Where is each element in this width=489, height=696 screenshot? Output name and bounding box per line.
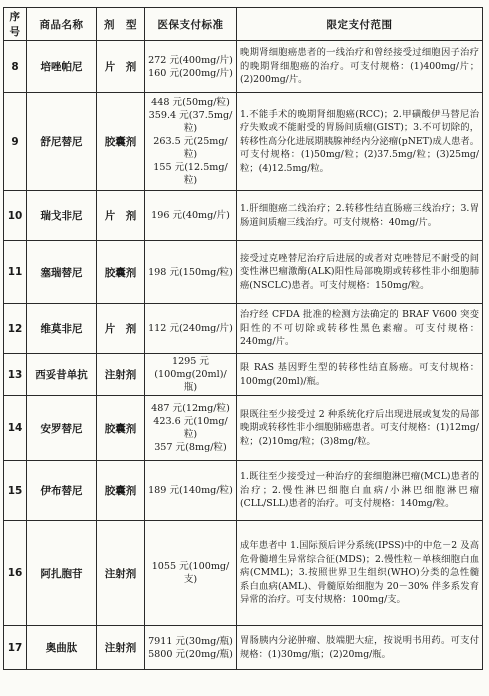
payment-standard (145, 93, 237, 191)
price-line: 487 元(12mg/粒) (151, 403, 230, 414)
row-number: 9 (4, 93, 27, 191)
table-row (4, 93, 483, 191)
payment-standard (145, 241, 237, 304)
price-line: 263.5 元(25mg/粒) (153, 136, 228, 160)
payment-scope: 成年患者中 1.国际预后评分系统(IPSS)中的中危－2 及高危骨髓增生异常综合征(MDS)；2.慢性粒－单核细胞白血病(CMML)；3.按照世界卫生组织(WHO)分类的急性髓系白血病(AML)、骨髓原始细胞为 20－30% 伴多系发育异常的治疗。可支付规格：100mg/支。 (237, 521, 483, 626)
dosage-form: 注射剂 (97, 626, 145, 670)
table-row (4, 354, 483, 396)
price-line: 448 元(50mg/粒) (151, 97, 230, 108)
price-line: 272 元(400mg/片) (148, 54, 233, 66)
price-line: 112 元(240mg/片) (148, 323, 233, 334)
dosage-form: 注射剂 (97, 354, 145, 396)
drug-name: 培唑帕尼 (27, 41, 97, 93)
row-number: 14 (4, 396, 27, 461)
table-row (4, 241, 483, 304)
dosage-form: 胶囊剂 (97, 93, 145, 191)
drug-name: 安罗替尼 (27, 396, 97, 461)
payment-standard (145, 521, 237, 626)
payment-scope: 接受过克唑替尼治疗后进展的或者对克唑替尼不耐受的间变性淋巴瘤激酶(ALK)阳性局部晚期或转移性非小细胞肺癌(NSCLC)患者。可支付规格：150mg/粒。 (237, 241, 483, 304)
drug-name: 伊布替尼 (27, 461, 97, 521)
dosage-form: 片 剂 (97, 304, 145, 354)
header-price: 医保支付标准 (145, 8, 237, 41)
price-line: 160 元(200mg/片) (148, 67, 233, 79)
price-line: 423.6 元(10mg/粒) (153, 416, 228, 440)
payment-standard (145, 626, 237, 670)
row-number: 8 (4, 41, 27, 93)
payment-scope: 1.既往至少接受过一种治疗的套细胞淋巴瘤(MCL)患者的治疗；2.慢性淋巴细胞白血病/小淋巴细胞淋巴瘤(CLL/SLL)患者的治疗。可支付规格：140mg/粒。 (237, 461, 483, 521)
drug-name: 阿扎胞苷 (27, 521, 97, 626)
price-line: 357 元(8mg/粒) (154, 442, 227, 453)
drug-name: 舒尼替尼 (27, 93, 97, 191)
row-number: 13 (4, 354, 27, 396)
row-number: 11 (4, 241, 27, 304)
row-number: 10 (4, 191, 27, 241)
price-line: 1055 元(100mg/支) (151, 561, 230, 585)
row-number: 17 (4, 626, 27, 670)
table-row (4, 41, 483, 93)
dosage-form: 胶囊剂 (97, 241, 145, 304)
payment-standard (145, 396, 237, 461)
table-row (4, 461, 483, 521)
price-line: 359.4 元(37.5mg/粒) (148, 110, 233, 134)
dosage-form: 胶囊剂 (97, 396, 145, 461)
dosage-form: 注射剂 (97, 521, 145, 626)
payment-standard (145, 354, 237, 396)
price-line: (100mg(20ml)/瓶) (154, 369, 227, 393)
payment-standard (145, 304, 237, 354)
header-range: 限定支付范围 (237, 8, 483, 41)
header-form: 剂 型 (97, 8, 145, 41)
payment-scope: 治疗经 CFDA 批准的检测方法确定的 BRAF V600 突变阳性的不可切除或转移性黑色素瘤。可支付规格：240mg/片。 (237, 304, 483, 354)
row-number: 16 (4, 521, 27, 626)
price-line: 5800 元(20mg/瓶) (148, 648, 233, 660)
payment-scope: 1.不能手术的晚期肾细胞癌(RCC)；2.甲磺酸伊马替尼治疗失败或不能耐受的胃肠间质瘤(GIST)；3.不可切除的，转移性高分化进展期胰腺神经内分泌瘤(pNET)成人患者。可支付规格：(1)50mg/粒；(2)37.5mg/粒；(3)25mg/粒；(4)12.5mg/粒。 (237, 93, 483, 191)
dosage-form: 片 剂 (97, 191, 145, 241)
price-line: 189 元(140mg/粒) (148, 485, 233, 496)
drug-name: 塞瑞替尼 (27, 241, 97, 304)
dosage-form: 片 剂 (97, 41, 145, 93)
table-body (4, 41, 483, 670)
price-line: 198 元(150mg/粒) (148, 266, 233, 278)
payment-scope: 限既往至少接受过 2 种系统化疗后出现进展或复发的局部晚期或转移性非小细胞肺癌患者。可支付规格：(1)12mg/粒；(2)10mg/粒；(3)8mg/粒。 (237, 396, 483, 461)
row-number: 15 (4, 461, 27, 521)
drug-reimbursement-table (3, 7, 483, 670)
header-name: 商品名称 (27, 8, 97, 41)
drug-name: 奥曲肽 (27, 626, 97, 670)
table-row (4, 521, 483, 626)
price-line: 155 元(12.5mg/粒) (153, 162, 228, 186)
drug-name: 瑞戈非尼 (27, 191, 97, 241)
price-line: 196 元(40mg/片) (151, 210, 230, 221)
payment-scope: 1.肝细胞癌二线治疗；2.转移性结直肠癌三线治疗；3.胃肠道间质瘤三线治疗。可支付规格：40mg/片。 (237, 191, 483, 241)
payment-scope: 晚期肾细胞癌患者的一线治疗和曾经接受过细胞因子治疗的晚期肾细胞癌的治疗。可支付规格：(1)400mg/片；(2)200mg/片。 (237, 41, 483, 93)
drug-name: 维莫非尼 (27, 304, 97, 354)
price-line: 7911 元(30mg/瓶) (148, 635, 233, 647)
payment-standard (145, 41, 237, 93)
payment-scope: 胃肠胰内分泌肿瘤、肢端肥大症，按说明书用药。可支付规格：(1)30mg/瓶；(2)20mg/瓶。 (237, 626, 483, 670)
drug-name: 西妥昔单抗 (27, 354, 97, 396)
table-row (4, 396, 483, 461)
table-row (4, 304, 483, 354)
table-row (4, 191, 483, 241)
dosage-form: 胶囊剂 (97, 461, 145, 521)
price-line: 1295 元 (171, 356, 210, 367)
payment-scope: 限 RAS 基因野生型的转移性结直肠癌。可支付规格：100mg(20ml)/瓶。 (237, 354, 483, 396)
row-number: 12 (4, 304, 27, 354)
payment-standard (145, 461, 237, 521)
header-no: 序号 (4, 8, 27, 41)
payment-standard (145, 191, 237, 241)
table-row (4, 626, 483, 670)
table-header-row (4, 8, 483, 41)
